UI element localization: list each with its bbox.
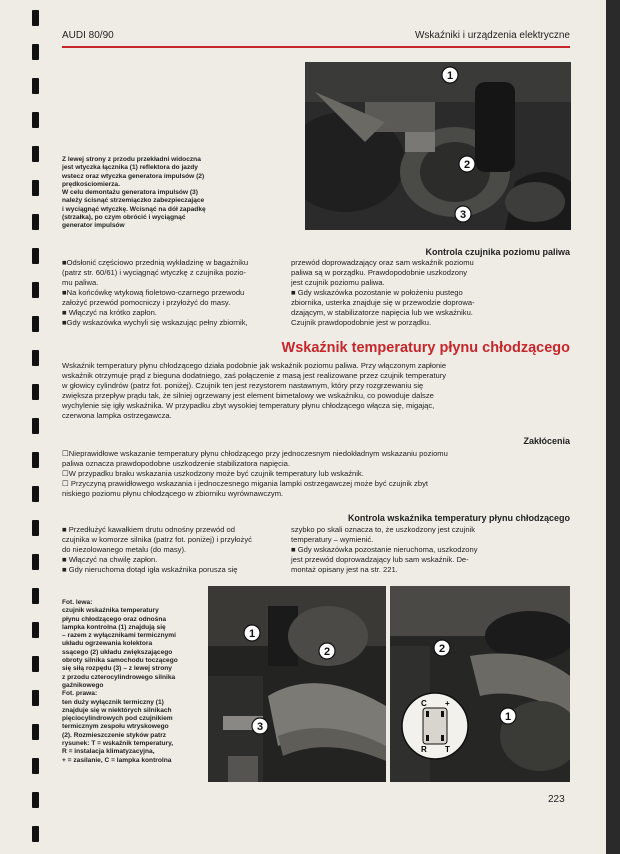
- bottom-caption-line: się siłą rozpędu (3) – z lewej strony: [62, 665, 172, 673]
- top-caption-line: i wyciągnąć wtyczkę. Wcisnąć na dół zapadkę: [62, 205, 206, 213]
- fault-line: ☐Nieprawidłowe wskazanie temperatury płynu chłodzącego przy jednoczesnym niedokładnym wskazaniu poziomu: [62, 449, 448, 458]
- bottom-caption-line: (2). Rozmieszczenie styków patrz: [62, 731, 167, 739]
- temp-left-line: czujnika w komorze silnika (patrz fot. poniżej) i przyłożyć: [62, 535, 252, 544]
- callout-top-2: 2: [463, 159, 471, 171]
- temp-right-line: jest przewód doprowadzający lub sam wskaźnik. De-: [291, 555, 469, 564]
- fuel-section-title: Kontrola czujnika poziomu paliwa: [425, 247, 570, 257]
- binding-slot: [32, 180, 39, 196]
- binding-slot: [32, 656, 39, 672]
- top-caption-line: W celu demontażu generatora impulsów (3): [62, 189, 198, 197]
- temp-check-right-column: [291, 525, 571, 575]
- photo-right-engine: [390, 586, 570, 782]
- intro-line: czerwona lampka ostrzegawcza.: [62, 411, 172, 420]
- temp-right-line: szybko po skali oznacza to, że uszkodzony jest czujnik: [291, 525, 476, 534]
- fuel-left-line: (patrz str. 60/61) i wyciągnąć wtyczkę z czujnika pozio-: [62, 268, 247, 277]
- pin-label-plus: +: [445, 699, 450, 708]
- intro-paragraph: [62, 361, 570, 421]
- header-chapter-title: Wskaźniki i urządzenia elektryczne: [414, 30, 570, 41]
- intro-line: zwiększa przepływ prądu tak, że silniej ogrzewany jest element bimetalowy we wskaźniku, co powoduje dalsze: [62, 391, 434, 400]
- fault-line: ☐W przypadku braku wskazania uszkodzony może być czujnik temperatury lub wskaźnik.: [62, 469, 364, 478]
- page-header: [62, 30, 570, 44]
- binding-slot: [32, 452, 39, 468]
- binding-slot: [32, 792, 39, 808]
- callout-left-3: 3: [256, 721, 264, 733]
- top-caption-line: prędkościomierza.: [62, 180, 120, 188]
- bottom-caption-line: rysunek: T = wskaźnik temperatury,: [62, 740, 174, 748]
- binding-slot: [32, 690, 39, 706]
- binding-slot: [32, 826, 39, 842]
- callout-right-1: 1: [504, 711, 512, 723]
- fuel-right-line: jest czujnik poziomu paliwa.: [291, 278, 385, 287]
- fuel-right-line: ■ Gdy wskazówka pozostanie w położeniu pustego: [291, 288, 463, 297]
- binding-slot: [32, 758, 39, 774]
- fuel-right-line: przewód doprowadzający oraz sam wskaźnik poziomu: [291, 258, 474, 267]
- bottom-caption-line: z przodu czterocylindrowego silnika: [62, 673, 176, 681]
- fuel-left-line: ■Na końcówkę wtykową fioletowo-czarnego przewodu: [62, 288, 245, 297]
- callout-top-1: 1: [446, 70, 454, 82]
- fault-line: paliwa oznacza prawdopodobne uszkodzenie stabilizatora napięcia.: [62, 459, 290, 468]
- pin-label-t: T: [445, 745, 450, 754]
- binding-slot: [32, 554, 39, 570]
- callout-top-3: 3: [459, 209, 467, 221]
- fuel-right-column: [291, 258, 571, 328]
- fuel-right-line: zbiornika, usterka znajduje się w przewodzie doprowa-: [291, 298, 475, 307]
- temp-left-line: ■ Gdy nieruchoma dotąd igła wskaźnika porusza się: [62, 565, 238, 574]
- main-title: Wskaźnik temperatury płynu chłodzącego: [281, 340, 570, 356]
- fuel-right-line: paliwa są w porządku. Prawdopodobnie uszkodzony: [291, 268, 468, 277]
- bottom-caption-line: gaźnikowego: [62, 681, 104, 689]
- temp-check-left-column: [62, 525, 284, 575]
- binding-slot: [32, 588, 39, 604]
- fault-line: ☐ Przyczyną prawidłowego wskazania i jednoczesnego migania lampki ostrzegawczej może być czujnik zbyt: [62, 479, 428, 488]
- temp-right-line: ■ Gdy wskazówka pozostanie nieruchoma, uszkodzony: [291, 545, 478, 554]
- intro-line: Wskaźnik temperatury płynu chłodzącego działa podobnie jak wskaźnik poziomu paliwa. Przy włączonym zapłonie: [62, 361, 447, 370]
- fuel-left-line: ■Gdy wskazówka wychyli się wskazując pełny zbiornik,: [62, 318, 248, 327]
- fuel-left-line: założyć przewód pomocniczy i przyłożyć do masy.: [62, 298, 231, 307]
- bottom-caption: [62, 599, 212, 765]
- bottom-caption-line: obroty silnika samochodu toczącego: [62, 657, 178, 665]
- header-book-title: AUDI 80/90: [62, 30, 114, 41]
- binding-slot: [32, 248, 39, 264]
- photo-left-engine: [208, 586, 386, 782]
- binding-slot: [32, 316, 39, 332]
- binding-slot: [32, 112, 39, 128]
- temp-left-line: ■ Włączyć na chwilę zapłon.: [62, 555, 158, 564]
- pin-label-c: C: [421, 699, 427, 708]
- bottom-caption-line: płynu chłodzącego oraz odnośna: [62, 615, 167, 623]
- binding-slot: [32, 78, 39, 94]
- top-caption-line: należy ścisnąć strzemiączko zabezpieczające: [62, 197, 205, 205]
- intro-line: wskaźnik otrzymuje prąd z bieguna dodatniego, zaś połączenie z masą jest realizowane przez czujnik temperatury: [62, 371, 447, 380]
- page-number: 223: [548, 794, 565, 805]
- temp-check-title: Kontrola wskaźnika temperatury płynu chłodzącego: [347, 513, 570, 523]
- binding-slot: [32, 520, 39, 536]
- bottom-caption-line: układu ogrzewania kolektora: [62, 640, 153, 648]
- binding-slot: [32, 486, 39, 502]
- temp-left-line: ■ Przedłużyć kawałkiem drutu odnośny przewód od: [62, 525, 235, 534]
- binding-slot: [32, 282, 39, 298]
- binding-slot: [32, 350, 39, 366]
- binding-slot: [32, 724, 39, 740]
- bottom-caption-line: Fot. lewa:: [62, 599, 93, 606]
- callout-left-1: 1: [248, 628, 256, 640]
- top-caption-line: wstecz oraz wtyczka generatora impulsów (2): [62, 172, 205, 180]
- pin-label-r: R: [421, 745, 427, 754]
- callout-right-2: 2: [438, 643, 446, 655]
- fuel-right-line: dzającym, w stabilizatorze napięcia lub we wskaźniku.: [291, 308, 473, 317]
- fuel-left-line: ■Odsłonić częściowo przednią wykładzinę w bagażniku: [62, 258, 249, 267]
- bottom-caption-line: termicznym zespołu wtryskowego: [62, 723, 169, 731]
- bottom-caption-line: ten duży wyłącznik termiczny (1): [62, 698, 164, 706]
- spiral-binding: [32, 0, 42, 854]
- binding-slot: [32, 10, 39, 26]
- fault-line: niskiego poziomu płynu chłodzącego w zbiorniku wyrównawczym.: [62, 489, 284, 498]
- binding-slot: [32, 146, 39, 162]
- binding-slot: [32, 622, 39, 638]
- top-caption-line: Z lewej strony z przodu przekładni widoczna: [62, 156, 201, 163]
- binding-slot: [32, 44, 39, 60]
- intro-line: wychylenie się igły wskaźnika. W przypadku zbyt wysokiej temperatury płynu chłodzącego włącza się, migając,: [62, 401, 435, 410]
- bottom-caption-line: ssącego (2) układu zwiększającego: [62, 648, 173, 656]
- bottom-caption-line: R = instalacja klimatyzacyjna,: [62, 748, 155, 756]
- temp-right-line: montaż opisany jest na str. 221.: [291, 565, 398, 574]
- temp-right-line: temperatury – wymienić.: [291, 535, 374, 544]
- bottom-caption-line: znajduje się w niektórych silnikach: [62, 706, 172, 714]
- fuel-left-line: mu paliwa.: [62, 278, 99, 287]
- top-caption-line: (strzałka), po czym obrócić i wyciągnąć: [62, 214, 186, 222]
- callout-left-2: 2: [323, 646, 331, 658]
- bottom-caption-line: pięciocylindrowych pod czujnikiem: [62, 715, 173, 723]
- top-photo-gearbox: [305, 62, 571, 230]
- fuel-left-column: [62, 258, 284, 328]
- binding-slot: [32, 384, 39, 400]
- header-rule: [62, 46, 570, 48]
- sensor-diagram: [402, 693, 468, 759]
- temp-left-line: do niezolowanego metalu (do masy).: [62, 545, 187, 554]
- bottom-caption-line: – razem z wyłącznikami termicznymi: [62, 632, 176, 640]
- bottom-caption-line: czujnik wskaźnika temperatury: [62, 607, 159, 615]
- top-caption-line: jest wtyczka łącznika (1) reflektora do jazdy: [62, 164, 198, 172]
- bottom-caption-line: Fot. prawa:: [62, 690, 98, 698]
- top-caption-line: generator impulsów: [62, 222, 125, 230]
- faults-title: Zakłócenia: [523, 436, 570, 446]
- intro-line: w głowicy cylindrów (patrz fot. poniżej). Czujnik ten jest rezystorem nastawnym, który przy rozgrzewaniu się: [62, 381, 424, 390]
- faults-list: [62, 449, 570, 499]
- bottom-caption-line: + = zasilanie, C = lampka kontrolna: [62, 756, 172, 764]
- binding-slot: [32, 214, 39, 230]
- fuel-right-line: Czujnik prawdopodobnie jest w porządku.: [291, 318, 432, 327]
- fuel-left-line: ■ Włączyć na krótko zapłon.: [62, 308, 157, 317]
- top-caption: [62, 156, 294, 231]
- binding-slot: [32, 418, 39, 434]
- bottom-caption-line: lampka kontrolna (1) znajdują się: [62, 623, 166, 631]
